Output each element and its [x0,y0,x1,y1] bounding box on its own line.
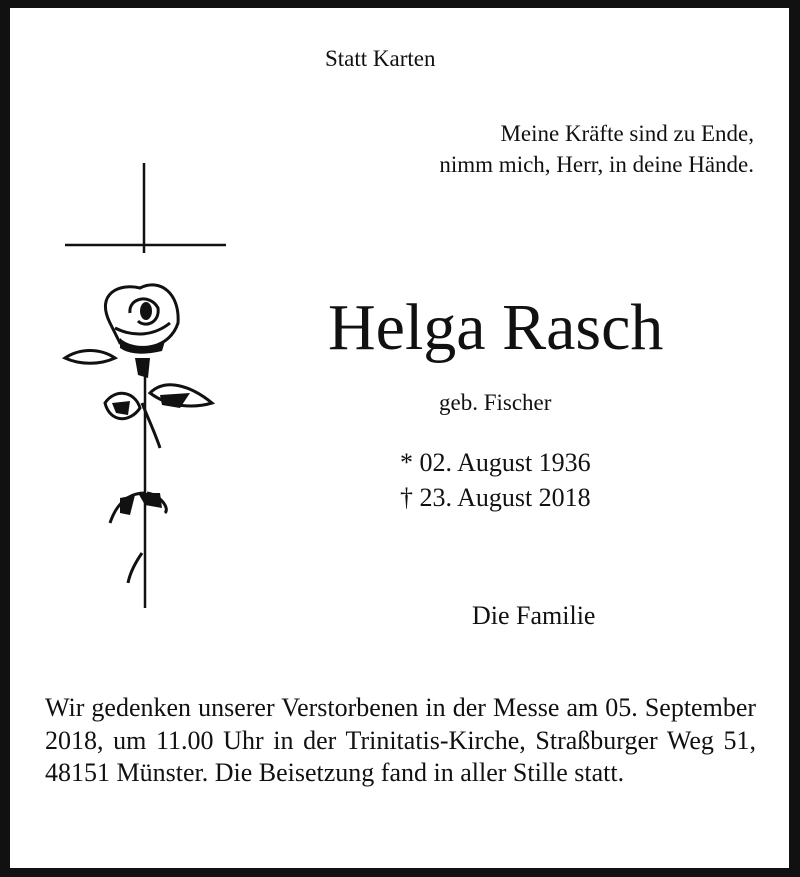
notice-line: Wir gedenken unserer Verstorbenen in der Messe am [45,693,599,722]
verse-line: nimm mich, Herr, in deine Hände. [439,152,754,177]
verse-line: Meine Kräfte sind zu Ende, [500,121,754,146]
notice-line: 05. September 2018, um 11.00 Uhr in der Trinitatis-Kirche, [45,693,757,755]
death-date: † 23. August 2018 [400,483,591,512]
notice-line: in aller Stille statt. [433,758,625,787]
obituary-card [10,8,789,868]
header-text: Statt Karten [325,46,436,71]
verse [439,118,754,180]
cross-rose-icon [50,163,240,623]
deceased-name: Helga Rasch [328,291,664,364]
birth-date: * 02. August 1936 [400,448,591,477]
memorial-notice [45,692,756,790]
notice-line: Straßburger Weg 51, 48151 Münster. Die Beisetzung fand [45,725,756,787]
signature: Die Familie [472,601,596,630]
life-dates [400,445,591,515]
maiden-name: geb. Fischer [439,390,552,415]
